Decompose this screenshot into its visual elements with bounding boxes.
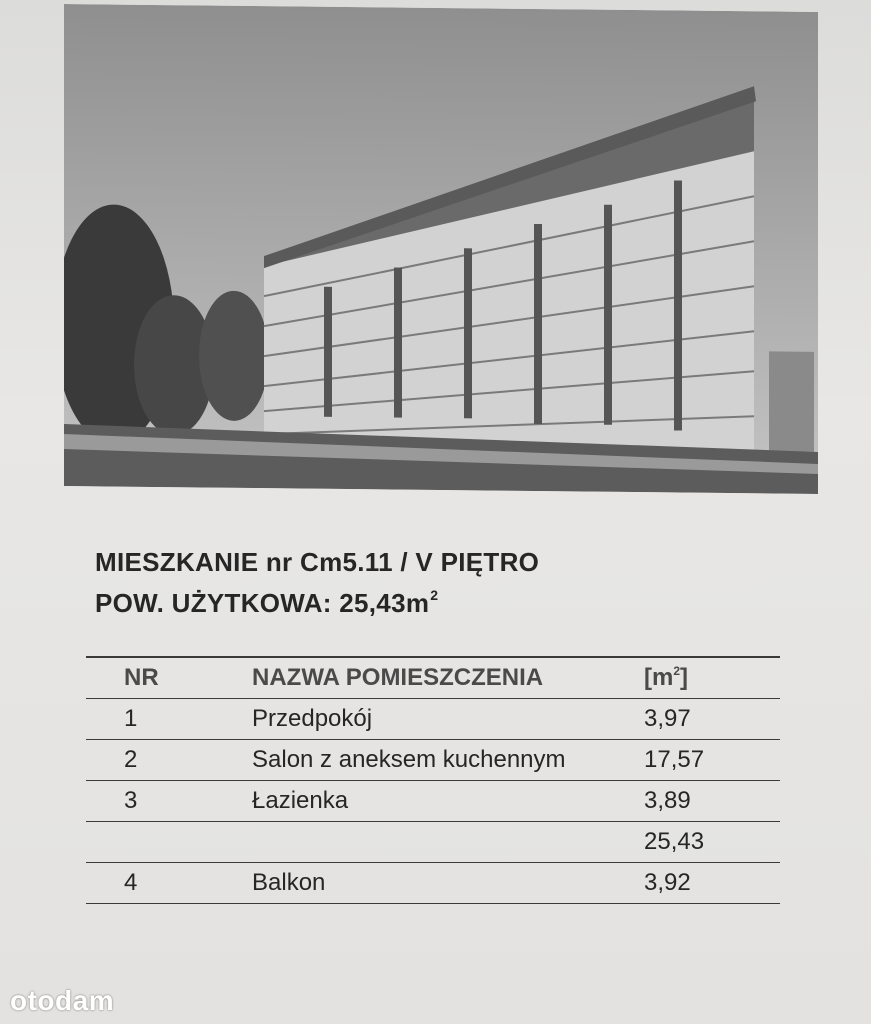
rooms-table <box>86 656 780 904</box>
header-room-name: NAZWA POMIESZCZENIA <box>252 664 544 691</box>
row-area: 3,92 <box>644 869 691 896</box>
table-row <box>86 863 780 904</box>
row-room-name: Balkon <box>252 869 326 896</box>
row-area: 17,57 <box>644 746 705 773</box>
header-unit-open: [m <box>644 664 674 691</box>
row-area: 3,89 <box>644 787 691 814</box>
header-unit-superscript: 2 <box>673 664 681 678</box>
row-nr: 2 <box>124 746 138 773</box>
header-unit <box>644 664 688 692</box>
building-photo <box>64 4 818 494</box>
table-row <box>86 699 780 740</box>
header-unit-close: ] <box>680 664 689 691</box>
usable-area-unit-superscript: 2 <box>430 587 439 603</box>
row-nr: 3 <box>124 787 138 814</box>
otodam-watermark: otodam <box>10 985 115 1016</box>
header-nr: NR <box>124 664 159 691</box>
row-area: 3,97 <box>644 705 691 732</box>
row-room-name: Salon z aneksem kuchennym <box>252 746 566 773</box>
table-row <box>86 781 780 822</box>
table-row-subtotal <box>86 822 780 863</box>
usable-area-text: POW. UŻYTKOWA: 25,43m <box>95 588 430 618</box>
row-room-name: Łazienka <box>252 787 349 814</box>
usable-area-title <box>95 587 438 619</box>
apartment-title: MIESZKANIE nr Cm5.11 / V PIĘTRO <box>95 547 540 577</box>
row-room-name: Przedpokój <box>252 705 373 732</box>
table-header <box>86 656 780 699</box>
row-nr: 4 <box>124 869 138 896</box>
row-nr: 1 <box>124 705 138 732</box>
table-row <box>86 740 780 781</box>
row-area: 25,43 <box>644 828 705 855</box>
